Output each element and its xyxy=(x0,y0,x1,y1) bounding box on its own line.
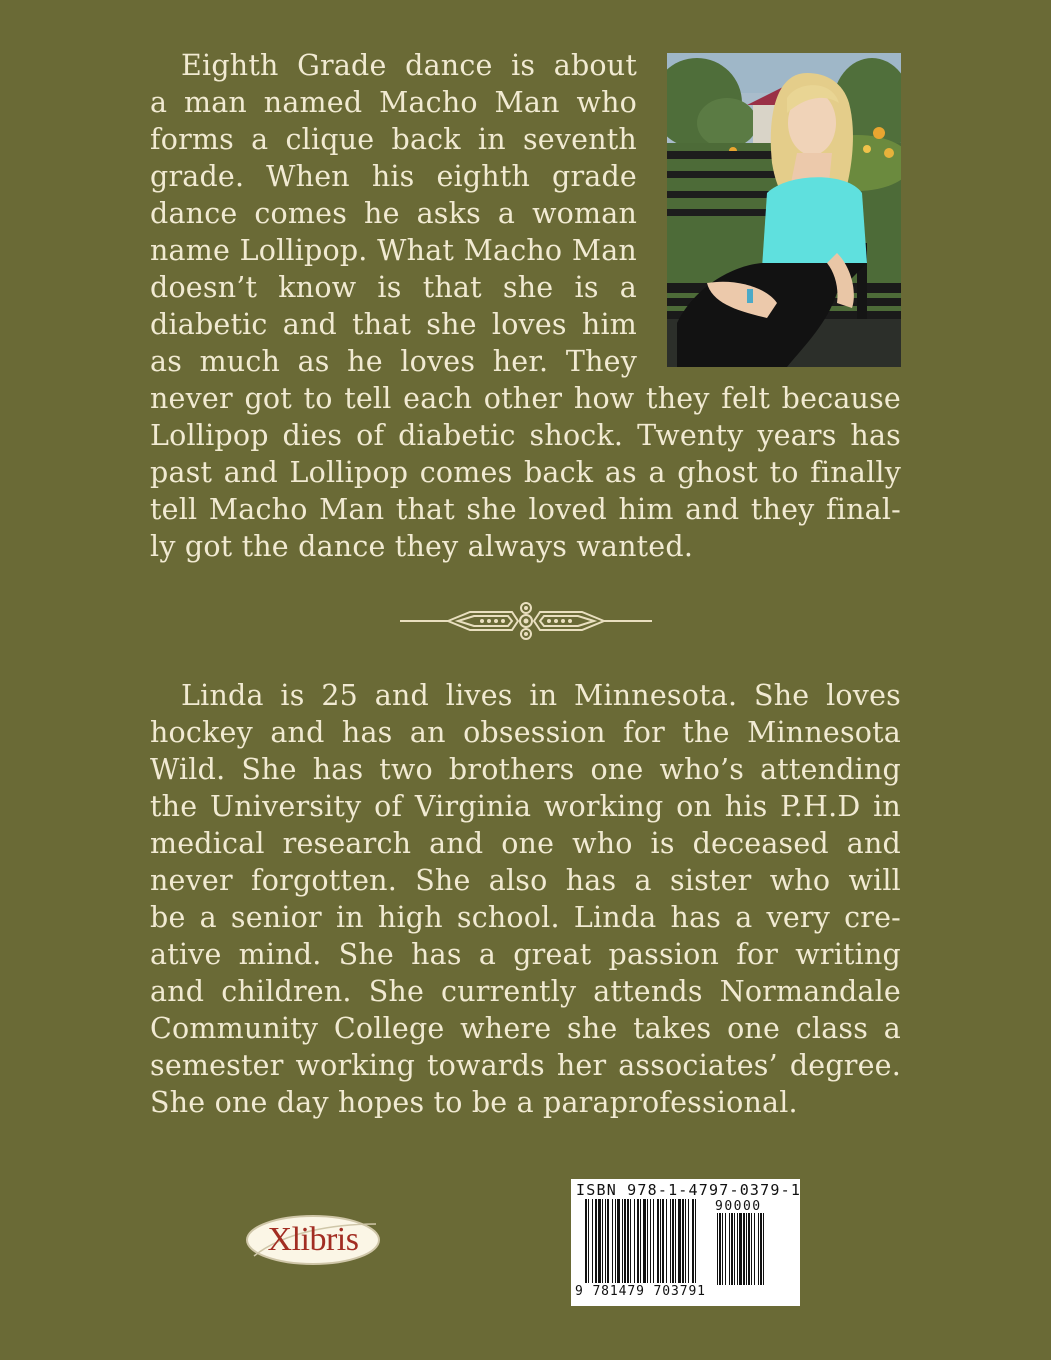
barcode-addon-bar xyxy=(737,1213,738,1285)
barcode-bar xyxy=(675,1199,676,1283)
text-line: Lollipop dies of diabetic shock. Twenty years has xyxy=(150,419,901,452)
barcode-bar xyxy=(598,1199,601,1283)
text-line: never forgotten. She also has a sister who will xyxy=(150,864,901,897)
text-line: ly got the dance they always wanted. xyxy=(150,530,694,563)
barcode-bar xyxy=(617,1199,620,1283)
author-photo xyxy=(667,53,901,367)
text-line: tell Macho Man that she loved him and they final- xyxy=(150,493,901,526)
barcode-bar xyxy=(672,1199,674,1283)
text-line: Wild. She has two brothers one who’s attending xyxy=(150,753,901,786)
publisher-logo xyxy=(244,1212,382,1268)
barcode-addon-bar xyxy=(751,1213,752,1285)
barcode-bar xyxy=(602,1199,603,1283)
text-line: hockey and has an obsession for the Minnesota xyxy=(150,716,901,749)
text-line: Eighth Grade dance is about xyxy=(181,49,637,82)
text-line: as much as he loves her. They xyxy=(150,345,637,378)
barcode-addon-bar xyxy=(731,1213,733,1285)
barcode-bar xyxy=(588,1199,589,1283)
barcode-bar xyxy=(634,1199,635,1283)
text-line: and children. She currently attends Normandale xyxy=(150,975,901,1008)
barcode-bar xyxy=(657,1199,659,1283)
barcode-bar xyxy=(692,1199,694,1283)
description-paragraph-top xyxy=(150,47,637,380)
isbn-barcode xyxy=(571,1179,800,1306)
barcode-addon-bar xyxy=(734,1213,735,1285)
barcode-addon-bar xyxy=(729,1213,730,1285)
text-line: She one day hopes to be a paraprofessional. xyxy=(150,1086,798,1119)
barcode-addon-bar xyxy=(748,1213,750,1285)
barcode-addon-bar xyxy=(746,1213,747,1285)
text-line: medical research and one who is deceased and xyxy=(150,827,901,860)
barcode-bar xyxy=(688,1199,689,1283)
barcode-bar xyxy=(605,1199,606,1283)
text-line: ative mind. She has a great passion for writing xyxy=(150,938,901,971)
barcode-bar xyxy=(666,1199,667,1283)
barcode-digits: 9 781479 703791 xyxy=(575,1284,706,1299)
barcode-addon-bar xyxy=(739,1213,742,1285)
barcode-bar xyxy=(653,1199,654,1283)
barcode-bar xyxy=(685,1199,686,1283)
barcode-bar xyxy=(647,1199,648,1283)
publisher-logo-text: Xlibris xyxy=(267,1221,359,1258)
barcode-addon-bar xyxy=(722,1213,723,1285)
barcode-bars xyxy=(585,1199,795,1287)
description-paragraph-bottom xyxy=(150,380,901,565)
text-line: the University of Virginia working on his P.H.D in xyxy=(150,790,901,823)
text-line: past and Lollipop comes back as a ghost to finally xyxy=(150,456,901,489)
barcode-bar xyxy=(624,1199,626,1283)
price-code: 90000 xyxy=(715,1199,762,1214)
barcode-bar xyxy=(662,1199,664,1283)
barcode-bar xyxy=(585,1199,587,1283)
barcode-bar xyxy=(637,1199,639,1283)
text-line: semester working towards her associates’ degree. xyxy=(150,1049,901,1082)
barcode-bar xyxy=(640,1199,641,1283)
text-line: forms a clique back in seventh xyxy=(150,123,637,156)
author-bio-paragraph xyxy=(150,677,901,1121)
barcode-bar xyxy=(595,1199,597,1283)
text-line: diabetic and that she loves him xyxy=(150,308,637,341)
text-line: never got to tell each other how they felt because xyxy=(150,382,901,415)
barcode-bar xyxy=(630,1199,631,1283)
barcode-addon-bar xyxy=(719,1213,721,1285)
barcode-bar xyxy=(695,1199,696,1283)
barcode-bar xyxy=(607,1199,609,1283)
text-line: Linda is 25 and lives in Minnesota. She loves xyxy=(181,679,901,712)
barcode-bar xyxy=(650,1199,651,1283)
barcode-bar xyxy=(612,1199,613,1283)
barcode-bar xyxy=(615,1199,616,1283)
barcode-bar xyxy=(670,1199,671,1283)
barcode-addon-bar xyxy=(754,1213,755,1285)
barcode-addon-bar xyxy=(763,1213,764,1285)
barcode-addon-bar xyxy=(760,1213,762,1285)
isbn-text: ISBN 978-1-4797-0379-1 xyxy=(576,1181,802,1199)
text-line: a man named Macho Man who xyxy=(150,86,637,119)
text-line: grade. When his eighth grade xyxy=(150,160,637,193)
barcode-bar xyxy=(643,1199,646,1283)
text-line: name Lollipop. What Macho Man xyxy=(150,234,637,267)
text-line: dance comes he asks a woman xyxy=(150,197,637,230)
barcode-bar xyxy=(682,1199,684,1283)
ornament-divider xyxy=(400,600,652,642)
text-line: Community College where she takes one class a xyxy=(150,1012,901,1045)
barcode-bar xyxy=(678,1199,681,1283)
barcode-bar xyxy=(592,1199,593,1283)
text-line: doesn’t know is that she is a xyxy=(150,271,637,304)
barcode-addon-bar xyxy=(717,1213,718,1285)
barcode-addon-bar xyxy=(758,1213,759,1285)
barcode-addon-bar xyxy=(743,1213,745,1285)
barcode-addon-bar xyxy=(725,1213,726,1285)
barcode-bar xyxy=(660,1199,661,1283)
barcode-bar xyxy=(622,1199,623,1283)
barcode-bar xyxy=(627,1199,629,1283)
author-photo-image xyxy=(667,53,901,367)
text-line: be a senior in high school. Linda has a very cre- xyxy=(150,901,901,934)
